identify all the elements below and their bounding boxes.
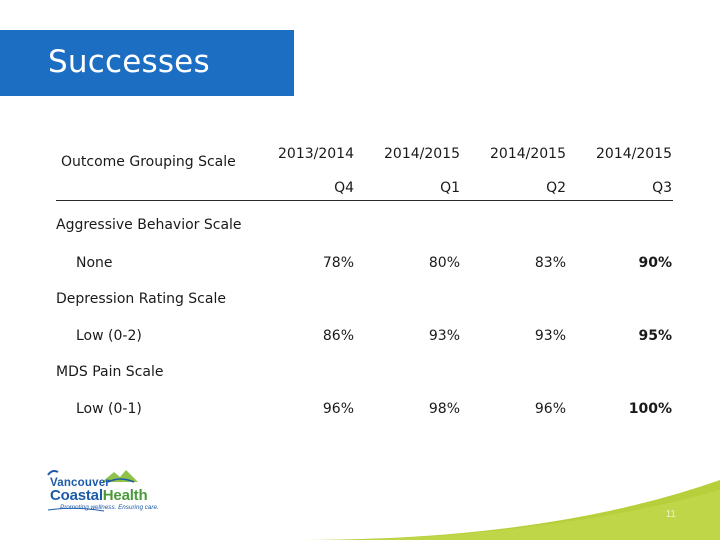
value-cell: 98% [428, 401, 460, 417]
group-label-pain: MDS Pain Scale [56, 364, 164, 380]
logo-line2 [50, 487, 147, 504]
col-quarter-4: Q3 [652, 180, 672, 196]
logo-health: Health [102, 487, 148, 504]
group-label-depression: Depression Rating Scale [56, 291, 226, 307]
value-cell: 96% [322, 401, 354, 417]
logo-tagline: Promoting wellness. Ensuring care. [60, 504, 159, 511]
vch-logo [44, 466, 174, 516]
value-cell: 93% [428, 328, 460, 344]
value-cell: 80% [428, 255, 460, 271]
col-year-4: 2014/2015 [596, 146, 672, 162]
value-cell-highlight: 95% [638, 328, 672, 344]
row-label-low-0-1: Low (0-1) [76, 401, 142, 417]
value-cell: 78% [322, 255, 354, 271]
col-year-2: 2014/2015 [384, 146, 460, 162]
value-cell-highlight: 100% [628, 401, 672, 417]
row-label-low-0-2: Low (0-2) [76, 328, 142, 344]
group-label-aggressive: Aggressive Behavior Scale [56, 217, 242, 233]
col-quarter-1: Q4 [334, 180, 354, 196]
col-year-1: 2013/2014 [278, 146, 354, 162]
header-rule [56, 200, 673, 201]
value-cell-highlight: 90% [638, 255, 672, 271]
row-label-none: None [76, 255, 113, 271]
logo-coastal: Coastal [50, 487, 103, 504]
logo-line1: Vancouver [50, 477, 110, 489]
value-cell: 96% [534, 401, 566, 417]
value-cell: 83% [534, 255, 566, 271]
value-cell: 86% [322, 328, 354, 344]
value-cell: 93% [534, 328, 566, 344]
slide-title: Successes [48, 44, 210, 80]
col-quarter-3: Q2 [546, 180, 566, 196]
page-number: 11 [665, 509, 676, 520]
corner-swoosh [300, 480, 720, 540]
row-header-label: Outcome Grouping Scale [61, 154, 236, 170]
col-quarter-2: Q1 [440, 180, 460, 196]
col-year-3: 2014/2015 [490, 146, 566, 162]
